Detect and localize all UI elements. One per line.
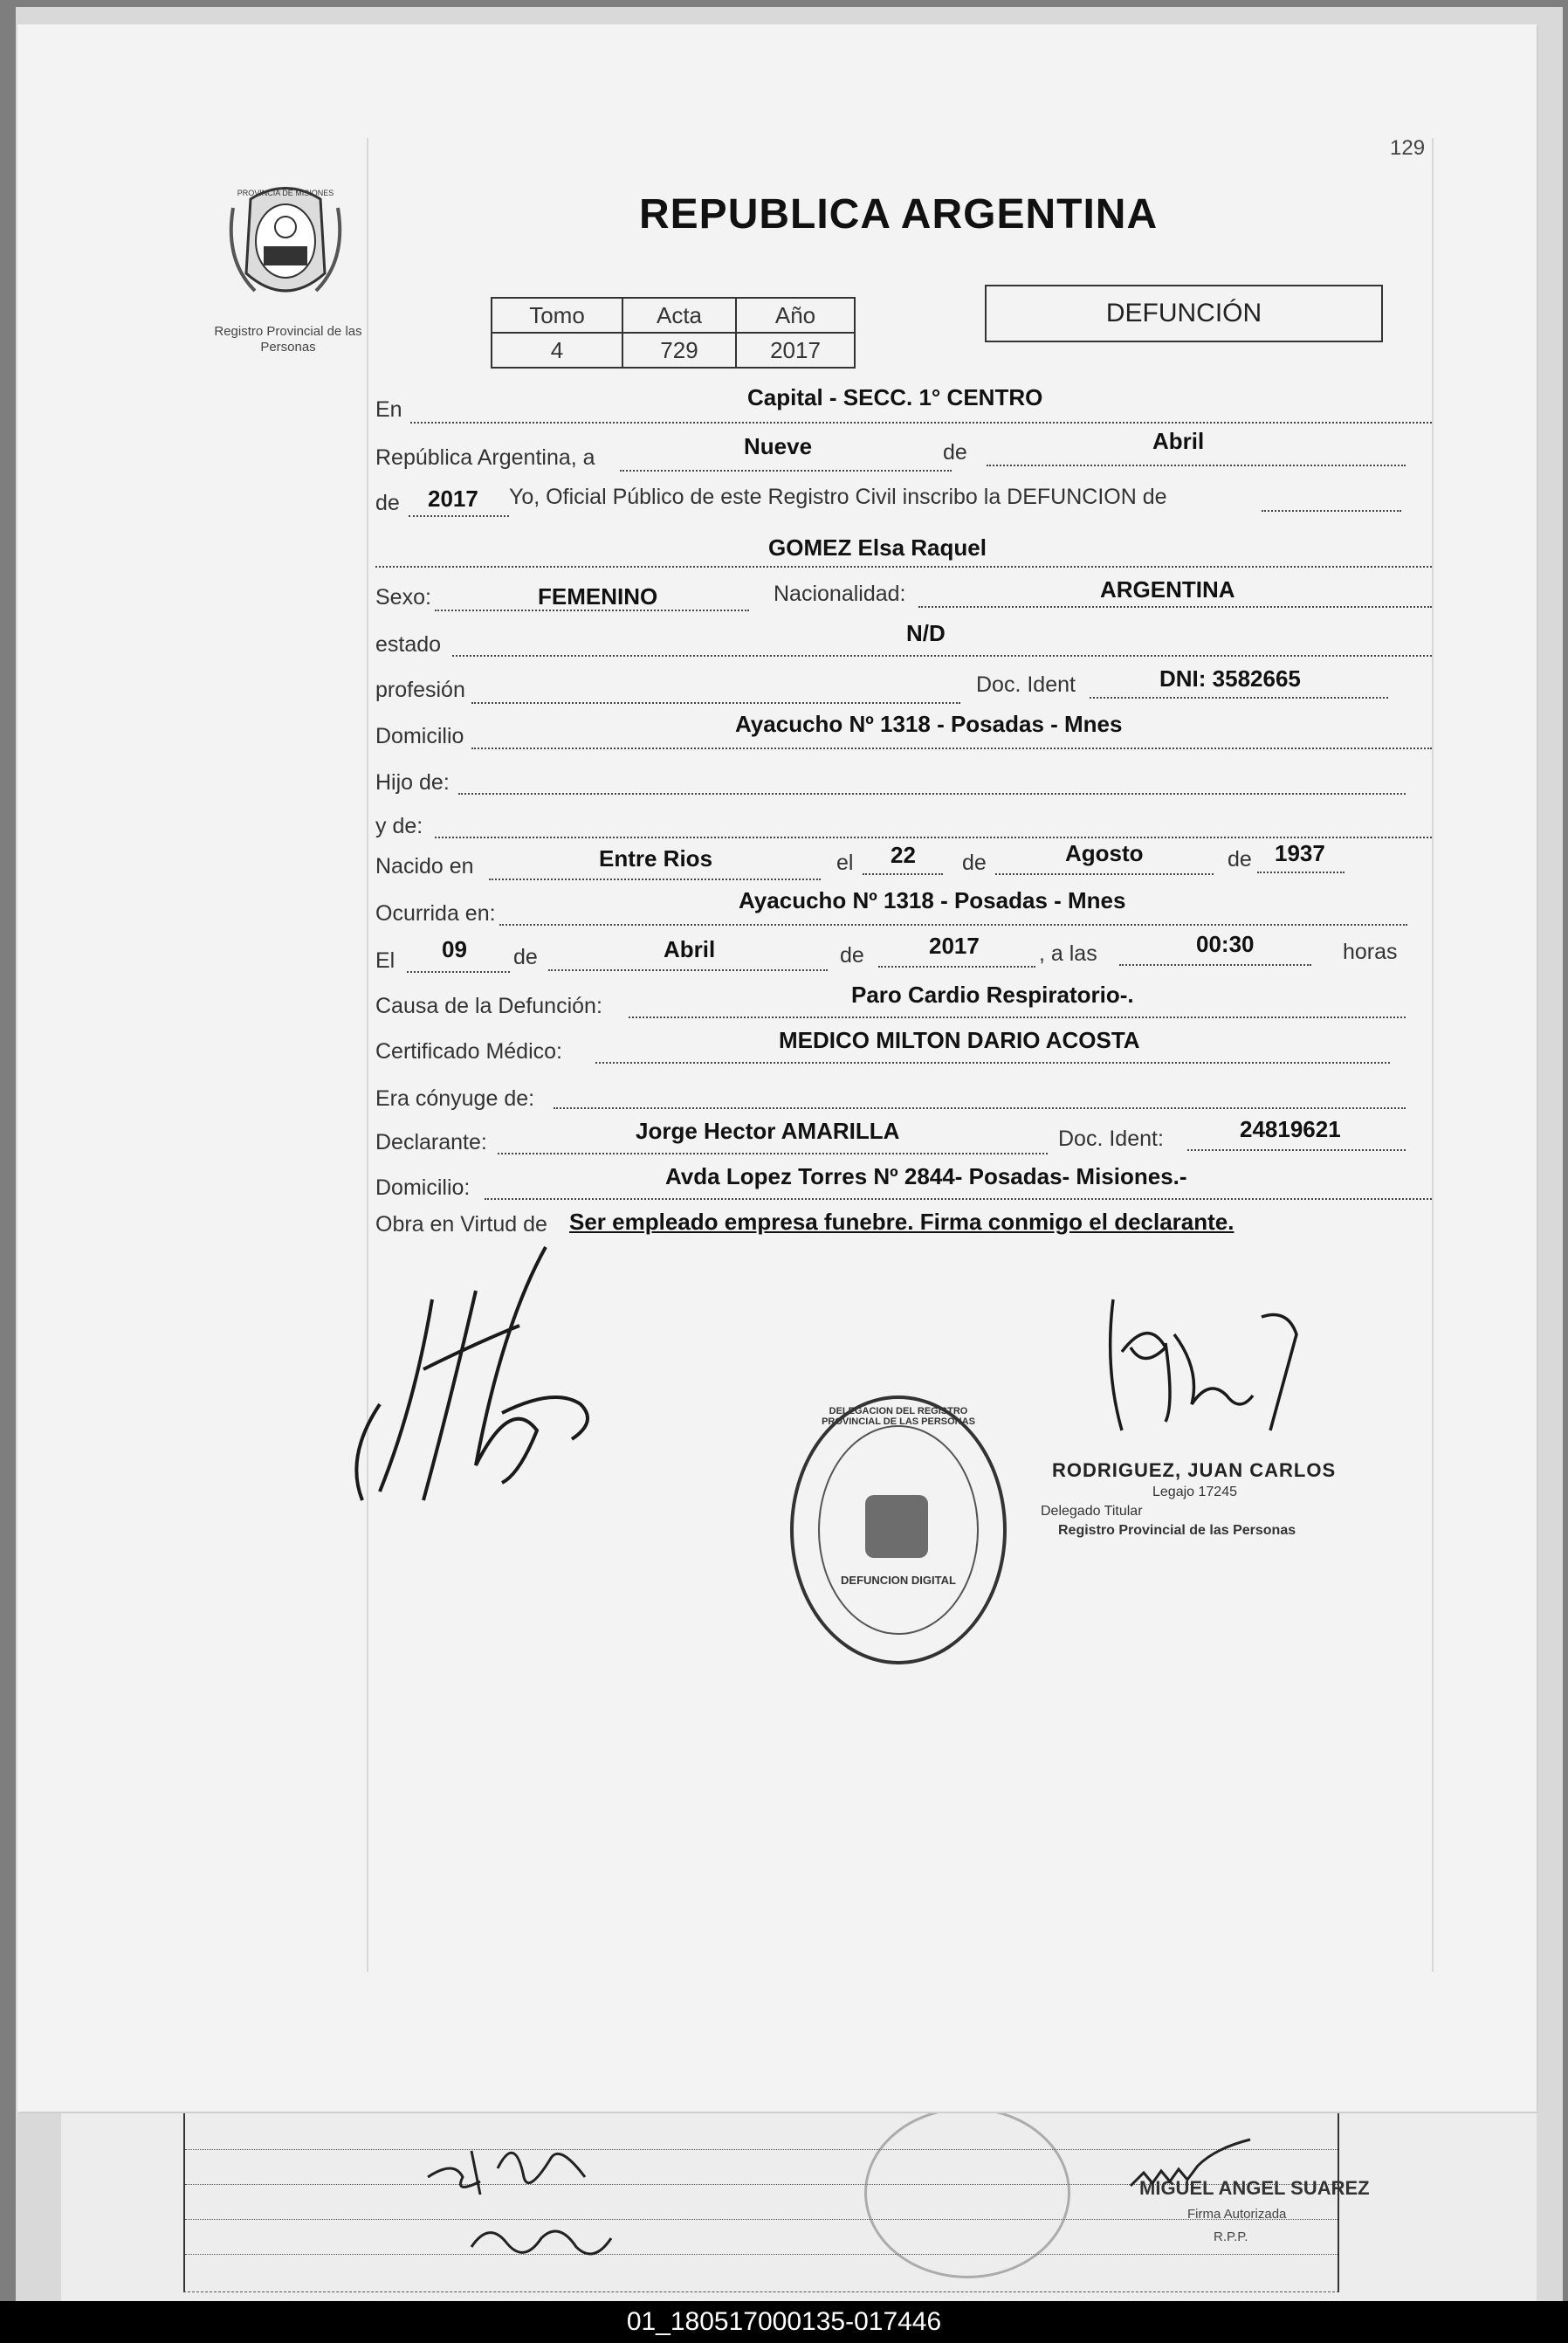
province-seal-logo xyxy=(220,173,351,313)
label-certificado: Certificado Médico: xyxy=(375,1039,562,1064)
value-anio: 2017 xyxy=(428,486,478,512)
value-sexo: FEMENINO xyxy=(538,583,658,610)
label-republica: República Argentina, a xyxy=(375,445,595,470)
value-certificado: MEDICO MILTON DARIO ACOSTA xyxy=(779,1027,1140,1053)
dotted-line xyxy=(471,702,960,704)
declarant-signature xyxy=(327,1238,659,1526)
label-de: de xyxy=(962,851,987,875)
dotted-line xyxy=(1262,510,1401,512)
record-type-box: DEFUNCIÓN xyxy=(985,285,1383,342)
dotted-line xyxy=(409,515,509,517)
dotted-line xyxy=(1119,964,1311,966)
official-cargo: Delegado Titular xyxy=(1041,1504,1143,1519)
label-de: de xyxy=(513,945,538,969)
label-domicilio-2: Domicilio: xyxy=(375,1175,471,1200)
document-title: REPUBLICA ARGENTINA xyxy=(639,191,1159,238)
label-de: de xyxy=(840,943,864,968)
value-ocurrida: Ayacucho Nº 1318 - Posadas - Mnes xyxy=(739,887,1126,913)
dotted-line xyxy=(435,837,1432,838)
label-horas: horas xyxy=(1343,940,1398,964)
label-doc-ident: Doc. Ident xyxy=(976,672,1076,697)
label-domicilio: Domicilio xyxy=(375,724,464,748)
value-doc-ident: DNI: 3582665 xyxy=(1159,665,1301,692)
value-nacionalidad: ARGENTINA xyxy=(1100,576,1235,603)
label-hijo: Hijo de: xyxy=(375,770,450,795)
label-ocurrida: Ocurrida en: xyxy=(375,901,496,926)
label-el: el xyxy=(836,851,854,875)
dotted-line xyxy=(595,1062,1390,1064)
official-signature xyxy=(1087,1282,1349,1448)
certificate-page xyxy=(17,24,1537,2112)
value-estado: N/D xyxy=(906,620,946,646)
value-def-dia: 09 xyxy=(442,936,467,962)
record-table xyxy=(491,297,856,369)
label-el: El xyxy=(375,948,395,973)
record-value-anio: 2017 xyxy=(736,333,855,368)
label-doc-ident-2: Doc. Ident: xyxy=(1058,1127,1164,1151)
official-name: RODRIGUEZ, JUAN CARLOS xyxy=(1052,1459,1337,1481)
label-obra: Obra en Virtud de xyxy=(375,1212,547,1237)
value-domicilio-2: Avda Lopez Torres Nº 2844- Posadas- Misiones.- xyxy=(665,1163,1187,1189)
dotted-line xyxy=(452,655,1432,657)
dotted-line xyxy=(554,1107,1406,1109)
label-conyuge: Era cónyuge de: xyxy=(375,1086,535,1111)
dotted-line xyxy=(485,1198,1432,1200)
value-def-anio: 2017 xyxy=(929,933,980,959)
dotted-line xyxy=(1090,697,1388,699)
value-causa: Paro Cardio Respiratorio-. xyxy=(851,982,1134,1008)
dotted-line xyxy=(863,873,943,875)
record-header-acta: Acta xyxy=(622,298,736,333)
lower-sheet xyxy=(61,2087,1537,2304)
value-nac-mes: Agosto xyxy=(1065,840,1144,866)
lower-dotted-line xyxy=(185,2254,1338,2255)
lower-official-caption: Firma Autorizada xyxy=(1187,2207,1287,2222)
dotted-line xyxy=(407,971,510,973)
value-nac-dia: 22 xyxy=(891,842,916,868)
record-value-tomo: 4 xyxy=(492,333,622,368)
dotted-line xyxy=(489,879,821,880)
stamp-ring-text: DELEGACION DEL REGISTRO PROVINCIAL DE LAS PERSONAS xyxy=(822,1406,975,1427)
value-nac-anio: 1937 xyxy=(1275,840,1325,866)
value-dia: Nueve xyxy=(744,433,813,459)
record-header-tomo: Tomo xyxy=(492,298,622,333)
value-mes: Abril xyxy=(1152,428,1205,454)
label-y-de: y de: xyxy=(375,814,423,838)
dotted-line xyxy=(995,873,1214,875)
value-lugar: Capital - SECC. 1° CENTRO xyxy=(747,384,1043,410)
label-estado: estado xyxy=(375,632,442,657)
logo-lettering: PROVINCIA DE MISIONES xyxy=(237,189,334,197)
page-frame-line xyxy=(367,138,368,1972)
label-profesion: profesión xyxy=(375,678,465,702)
logo-caption: Registro Provincial de las Personas xyxy=(214,324,362,355)
value-doc-ident-2: 24819621 xyxy=(1240,1116,1341,1142)
dotted-line xyxy=(1257,872,1344,873)
registry-stamp xyxy=(790,1395,1007,1664)
record-header-anio: Año xyxy=(736,298,855,333)
label-causa: Causa de la Defunción: xyxy=(375,994,602,1018)
page-number: 129 xyxy=(1390,136,1426,160)
lower-stamp xyxy=(864,2107,1070,2278)
label-en: En xyxy=(375,397,402,422)
label-de: de xyxy=(375,491,400,515)
label-de: de xyxy=(1228,847,1252,872)
file-id-bar: 01_180517000135-017446 xyxy=(0,2301,1568,2343)
lower-dotted-line xyxy=(185,2219,1338,2220)
dotted-line xyxy=(458,793,1406,795)
dotted-line xyxy=(498,1153,1048,1154)
label-sexo: Sexo: xyxy=(375,585,431,610)
lower-official-name: MIGUEL ANGEL SUAREZ xyxy=(1139,2177,1370,2199)
value-domicilio: Ayacucho Nº 1318 - Posadas - Mnes xyxy=(735,711,1123,737)
label-declarante: Declarante: xyxy=(375,1130,487,1154)
dotted-line xyxy=(375,566,1432,568)
value-nacido: Entre Rios xyxy=(599,845,713,872)
official-registro: Registro Provincial de las Personas xyxy=(1058,1523,1296,1538)
stamp-emblem xyxy=(865,1495,928,1558)
value-obra: Ser empleado empresa funebre. Firma conmigo el declarante. xyxy=(569,1209,1234,1235)
lower-signature xyxy=(410,2116,690,2282)
stamp-inner-text: DEFUNCION DIGITAL xyxy=(841,1574,956,1587)
value-nombre: GOMEZ Elsa Raquel xyxy=(768,534,987,561)
official-legajo: Legajo 17245 xyxy=(1152,1485,1237,1499)
record-value-acta: 729 xyxy=(622,333,736,368)
dotted-line xyxy=(620,470,952,472)
dotted-line xyxy=(918,606,1432,608)
value-def-mes: Abril xyxy=(664,936,716,962)
dotted-line xyxy=(629,1016,1406,1018)
statement-text: Yo, Oficial Público de este Registro Civil inscribo la DEFUNCION de xyxy=(509,485,1167,509)
dotted-line xyxy=(987,465,1406,466)
label-de: de xyxy=(943,440,967,465)
lower-official-initials: R.P.P. xyxy=(1214,2229,1248,2244)
dotted-line xyxy=(548,969,828,971)
label-nacido: Nacido en xyxy=(375,854,474,879)
value-def-hora: 00:30 xyxy=(1196,931,1255,957)
page-frame-line xyxy=(1432,138,1434,1972)
dotted-line xyxy=(410,422,1432,424)
label-a-las: , a las xyxy=(1039,941,1097,966)
dotted-line xyxy=(499,924,1407,926)
lower-official-signature xyxy=(1122,2125,1314,2203)
dotted-line xyxy=(471,748,1432,749)
dotted-line xyxy=(878,966,1035,968)
label-nacionalidad: Nacionalidad: xyxy=(774,582,906,606)
dotted-line xyxy=(1187,1149,1406,1151)
value-declarante: Jorge Hector AMARILLA xyxy=(636,1118,900,1144)
